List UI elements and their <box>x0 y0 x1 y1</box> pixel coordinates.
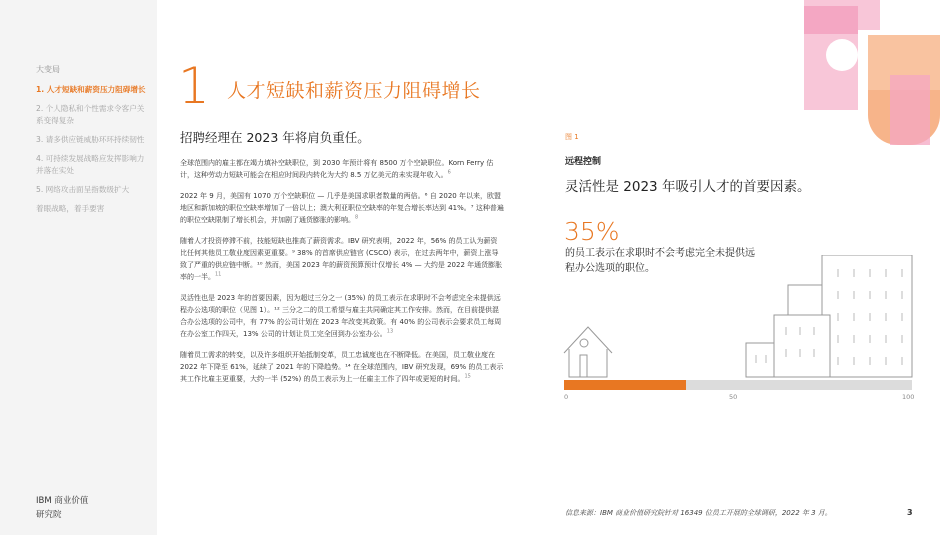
tick-label-100: 100 <box>902 393 915 401</box>
toc-item-3[interactable]: 3. 请多供应链威胁环环持续韧性 <box>36 135 145 144</box>
footnote-ref: 8 <box>355 214 359 221</box>
toc-item-strategy[interactable]: 着眼战略，着手要害 <box>36 204 105 213</box>
footnote-ref: 11 <box>215 271 222 278</box>
sidebar <box>0 0 157 535</box>
brand-line-1: IBM 商业价值 <box>36 496 89 506</box>
paragraph: 全球范围内的雇主都在竭力填补空缺职位，到 2030 年预计将有 8500 万个空缺职位。Korn Ferry 估计，这种劳动力短缺可能会在相应时间段内转化为大约 8.5 万亿美元的未实现年收入。$^6$ <box>180 159 494 179</box>
home-office-illustration <box>560 255 920 380</box>
progress-bar-track <box>564 380 912 390</box>
toc-header: 大变局 <box>36 65 60 74</box>
percent-stat: 35% <box>564 217 620 246</box>
figure-subtitle: 远程控制 <box>565 157 602 167</box>
page-number: 3 <box>907 508 913 517</box>
brand-label <box>36 494 88 522</box>
table-of-contents <box>36 64 148 222</box>
percent-description: 的员工表示在求职时不会考虑完全未提供远程办公选项的职位。 <box>565 248 755 274</box>
toc-item-5[interactable]: 5. 网络攻击面呈指数级扩大 <box>36 185 130 194</box>
source-note: 信息来源：IBM 商业价值研究院针对 16349 位员工开展的全球调研，2022 年 3 月。 <box>565 509 832 517</box>
paragraph: 灵活性也是 2023 年的首要因素，因为超过三分之一 (35%) 的员工表示在求职时不会考虑完全未提供远程办公选项的职位（见图 1）。¹² 三分之二的员工希望与雇主共同确定其工作安排。然而，在目前提供混合办公选项的公司中，有 77% 的公司计划在 2023 年改变其政策。有 40% 的公司表示会要求员工每周在办公室工作四天，13% 公司的计划让员工完全回到办公室办公。$^{13}$ <box>180 294 502 338</box>
body-text <box>180 128 504 394</box>
toc-item-4[interactable]: 4. 可持续发展战略应发挥影响力并落在实处 <box>36 154 145 175</box>
brand-line-2: 研究院 <box>36 510 62 520</box>
chapter-title: 人才短缺和薪资压力阻碍增长 <box>227 80 481 102</box>
footnote-ref: 6 <box>447 169 451 176</box>
progress-bar-fill <box>564 380 686 390</box>
tick-label-50: 50 <box>729 393 738 401</box>
footnote-ref: 13 <box>386 328 394 335</box>
toc-item-1[interactable]: 1. 人才短缺和薪资压力阻碍增长 <box>36 85 146 94</box>
toc-item-2[interactable]: 2. 个人隐私和个性需求令客户关系变得复杂 <box>36 104 145 125</box>
paragraph: 随着员工需求的转变，以及许多组织开始抵制变革，员工忠诚度也在不断降低。在美国，员工敬业度在 2022 年下降至 61%，延续了 2021 年的下降趋势。¹⁴ 在全球范围内，IBV 研究发现，69% 的员工表示其工作比雇主更重要，大约一半 (52%) 的员工表示为上一任雇主工作了四年或更短的时间。$^{15}$ <box>180 351 504 383</box>
figure-label: 图 1 <box>565 133 579 141</box>
lead-sentence: 招聘经理在 2023 年将肩负重任。 <box>180 130 370 145</box>
chapter-number: 1 <box>178 57 210 115</box>
paragraph: 2022 年 9 月，美国有 1070 万个空缺职位 — 几乎是美国求职者数量的两倍。⁶ 自 2020 年以来，欧盟地区和新加坡的职位空缺率增加了一倍以上；澳大利亚职位空缺率的年复合增长率达到 41%。⁷ 这种普遍的职位空缺限制了增长机会，并加剧了通货膨胀的影响。$^8$ <box>180 192 504 224</box>
figure-headline: 灵活性是 2023 年吸引人才的首要因素。 <box>565 179 811 195</box>
footnote-ref: 15 <box>464 373 471 380</box>
decorative-corner-graphic <box>770 0 950 145</box>
tick-label-0: 0 <box>564 393 569 401</box>
paragraph: 随着人才投资停滞不前，技能短缺也推高了薪资需求。IBV 研究表明，2022 年，56% 的员工认为薪资比任何其他员工敬业度因素更重要。⁹ 38% 的首席供应链官 (CSCO) 表示，在过去两年中，薪资上涨导致了严重的供应链中断。¹⁰ 然而，美国 2023 年的薪资预算预计仅增长 4% — 大约是 2022 年通货膨胀率的一半。$^{11}$ <box>180 237 503 281</box>
